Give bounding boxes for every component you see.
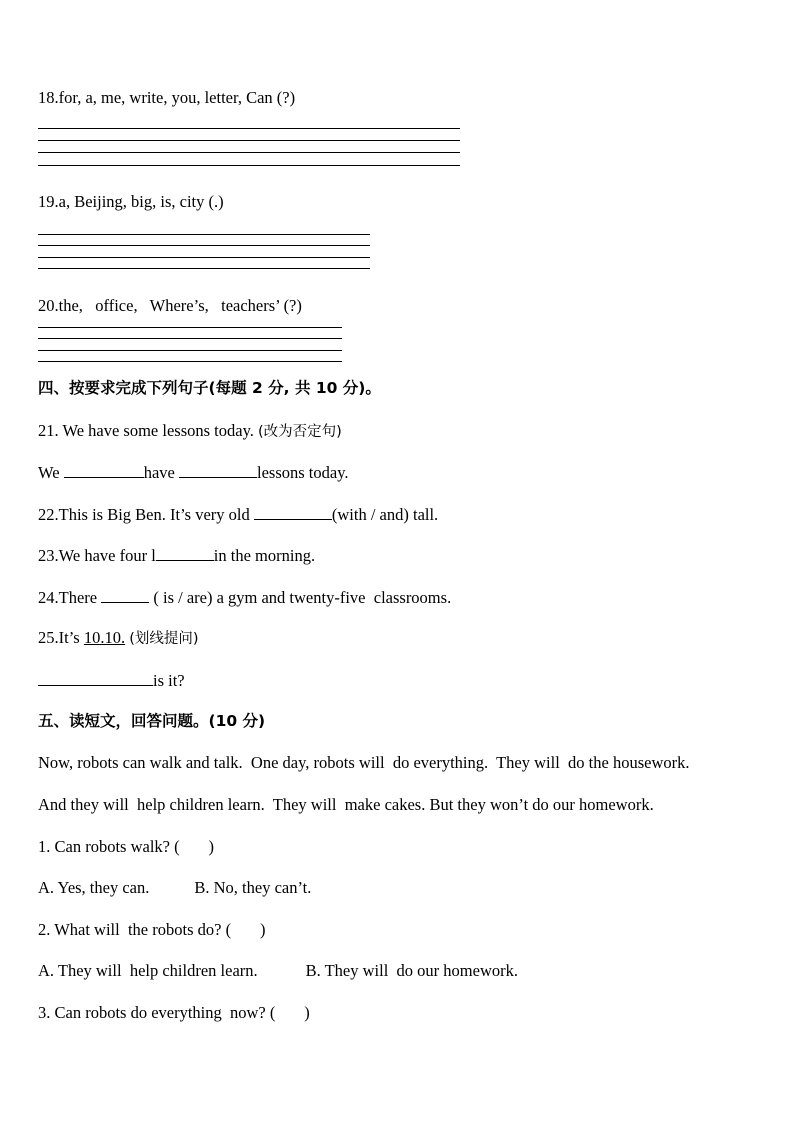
- section-5-title: 五、读短文，回答问题。(10 分): [38, 712, 266, 730]
- answer-rule: [38, 245, 370, 246]
- answer-blank[interactable]: [38, 670, 153, 686]
- underlined-answer: 10.10.: [83, 628, 126, 647]
- answer-rule: [38, 234, 370, 235]
- answer-blank[interactable]: [101, 587, 149, 603]
- question-21-answer: [38, 462, 349, 483]
- answer-blank[interactable]: [179, 462, 257, 478]
- option-a: A. They will help children learn.: [38, 961, 258, 980]
- answer-rule: [38, 361, 342, 362]
- answer-rule: [38, 152, 460, 153]
- question-22: [38, 504, 438, 525]
- section-4-title: 四、按要求完成下列句子(每题 2 分, 共 10 分)。: [38, 379, 381, 397]
- option-a: A. Yes, they can.: [38, 878, 150, 897]
- answer-rule: [38, 257, 370, 258]
- answer-blank[interactable]: [156, 545, 214, 561]
- instruction-note: (划线提问): [129, 631, 199, 647]
- reading-question-2: 2. What will the robots do? ( ): [38, 920, 266, 939]
- question-text: (with / and) tall.: [331, 505, 439, 524]
- reading-question-1-options: [38, 878, 311, 898]
- question-25: [38, 628, 199, 649]
- passage-line: And they will help children learn. They will make cakes. But they won’t do our homework.: [38, 795, 654, 814]
- question-text: 21. We have some lessons today.: [38, 421, 259, 440]
- question-text: in the morning.: [213, 546, 316, 565]
- question-text: ( is / are) a gym and twenty-five classrooms.: [149, 588, 452, 607]
- answer-rule: [38, 140, 460, 141]
- question-19: 19.a, Beijing, big, is, city (.): [38, 192, 224, 211]
- answer-rule: [38, 268, 370, 269]
- reading-question-2-options: [38, 961, 518, 981]
- answer-rule: [38, 165, 460, 166]
- question-text: 23.We have four l: [38, 546, 156, 565]
- answer-text: have: [143, 463, 179, 482]
- question-24: [38, 587, 451, 608]
- question-25-answer: [38, 670, 185, 691]
- passage-line: Now, robots can walk and talk. One day, robots will do everything. They will do the housework.: [38, 753, 690, 772]
- question-21: [38, 421, 342, 442]
- answer-rule: [38, 128, 460, 129]
- answer-rule: [38, 338, 342, 339]
- question-text: 25.It’s: [38, 628, 84, 647]
- answer-rule: [38, 327, 342, 328]
- instruction-note: (改为否定句): [258, 424, 342, 440]
- question-23: [38, 545, 315, 566]
- reading-question-1: 1. Can robots walk? ( ): [38, 837, 214, 856]
- question-text: 24.There: [38, 588, 102, 607]
- question-text: 22.This is Big Ben. It’s very old: [38, 505, 254, 524]
- question-18: 18.for, a, me, write, you, letter, Can (?): [38, 88, 296, 107]
- reading-question-3: 3. Can robots do everything now? ( ): [38, 1003, 310, 1022]
- answer-rule: [38, 350, 342, 351]
- answer-text: is it?: [153, 671, 185, 690]
- answer-blank[interactable]: [64, 462, 144, 478]
- answer-blank[interactable]: [254, 504, 332, 520]
- answer-text: We: [38, 463, 64, 482]
- option-b: B. No, they can’t.: [194, 878, 312, 897]
- question-20: 20.the, office, Where’s, teachers’ (?): [38, 296, 302, 315]
- answer-text: lessons today.: [256, 463, 349, 482]
- option-b: B. They will do our homework.: [305, 961, 518, 980]
